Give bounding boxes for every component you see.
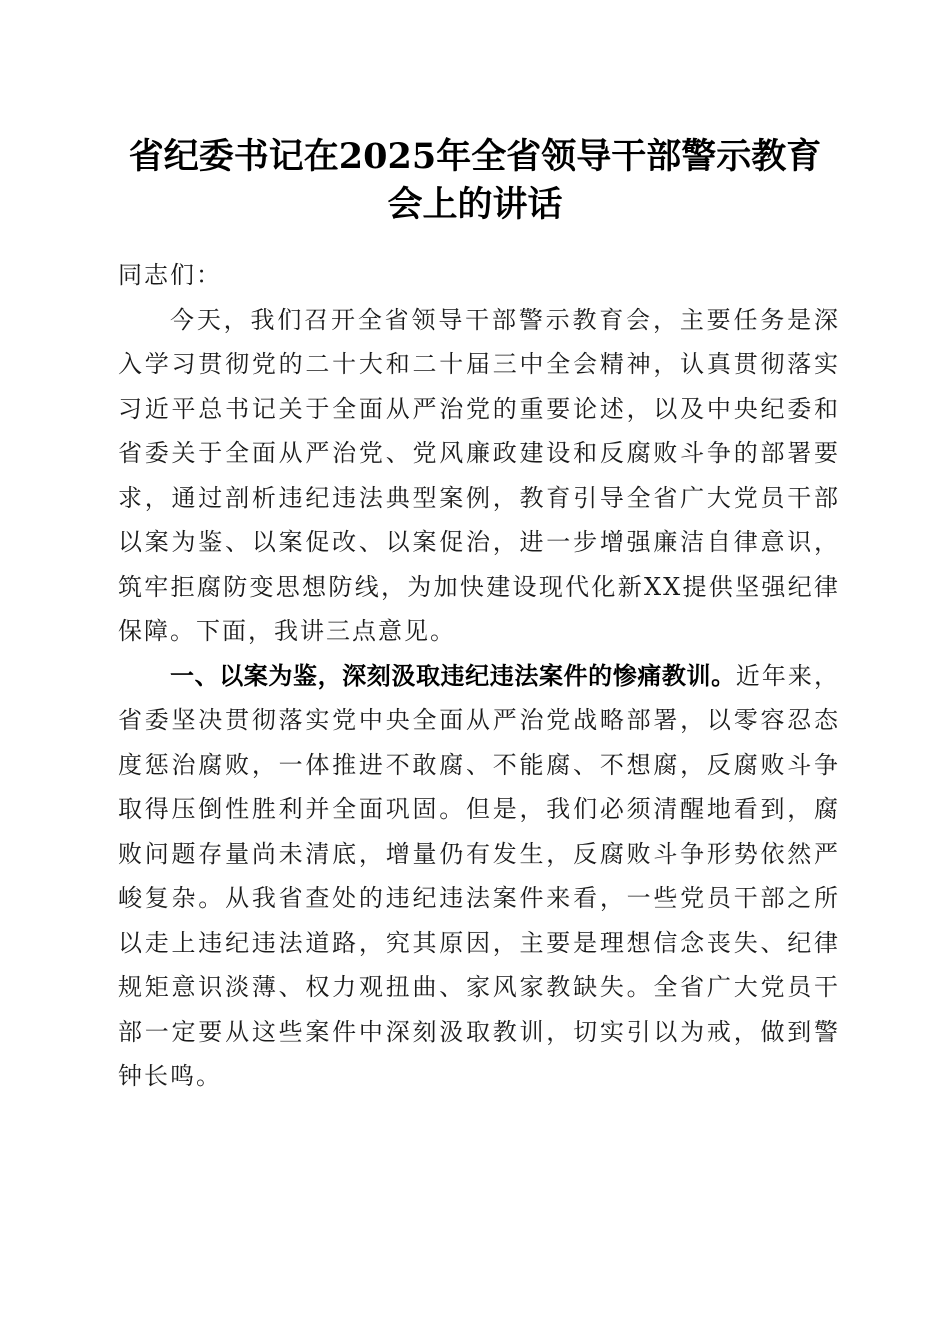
section-1-heading: 一、以案为鉴，深刻汲取违纪违法案件的惨痛教训。 (170, 661, 736, 690)
title-line-2: 会上的讲话 (387, 184, 563, 225)
salutation: 同志们： (118, 261, 222, 289)
title-line-1: 省纪委书记在2025年全省领导干部警示教育 (128, 136, 822, 177)
intro-paragraph: 今天，我们召开全省领导干部警示教育会，主要任务是深入学习贯彻党的二十大和二十届三中全会精神，认真贯彻落实习近平总书记关于全面从严治党的重要论述，以及中央纪委和省委关于全面从严治党、党风廉政建设和反腐败斗争的部署要求，通过剖析违纪违法典型案例，教育引导全省广大党员干部以案为鉴、以案促改、以案促治，进一步增强廉洁自律意识，筑牢拒腐防变思想防线，为加快建设现代化新XX提供坚强纪律保障。下面，我讲三点意见。 (118, 305, 840, 645)
document-title (100, 133, 850, 229)
section-1-paragraph (118, 654, 840, 1099)
document-body (118, 253, 840, 1099)
section-1-body: 近年来，省委坚决贯彻落实党中央全面从严治党战略部署，以零容忍态度惩治腐败，一体推进不敢腐、不能腐、不想腐，反腐败斗争取得压倒性胜利并全面巩固。但是，我们必须清醒地看到，腐败问题存量尚未清底，增量仍有发生，反腐败斗争形势依然严峻复杂。从我省查处的违纪违法案件来看，一些党员干部之所以走上违纪违法道路，究其原因，主要是理想信念丧失、纪律规矩意识淡薄、权力观扭曲、家风家教缺失。全省广大党员干部一定要从这些案件中深刻汲取教训，切实引以为戒，做到警钟长鸣。 (118, 661, 841, 1090)
